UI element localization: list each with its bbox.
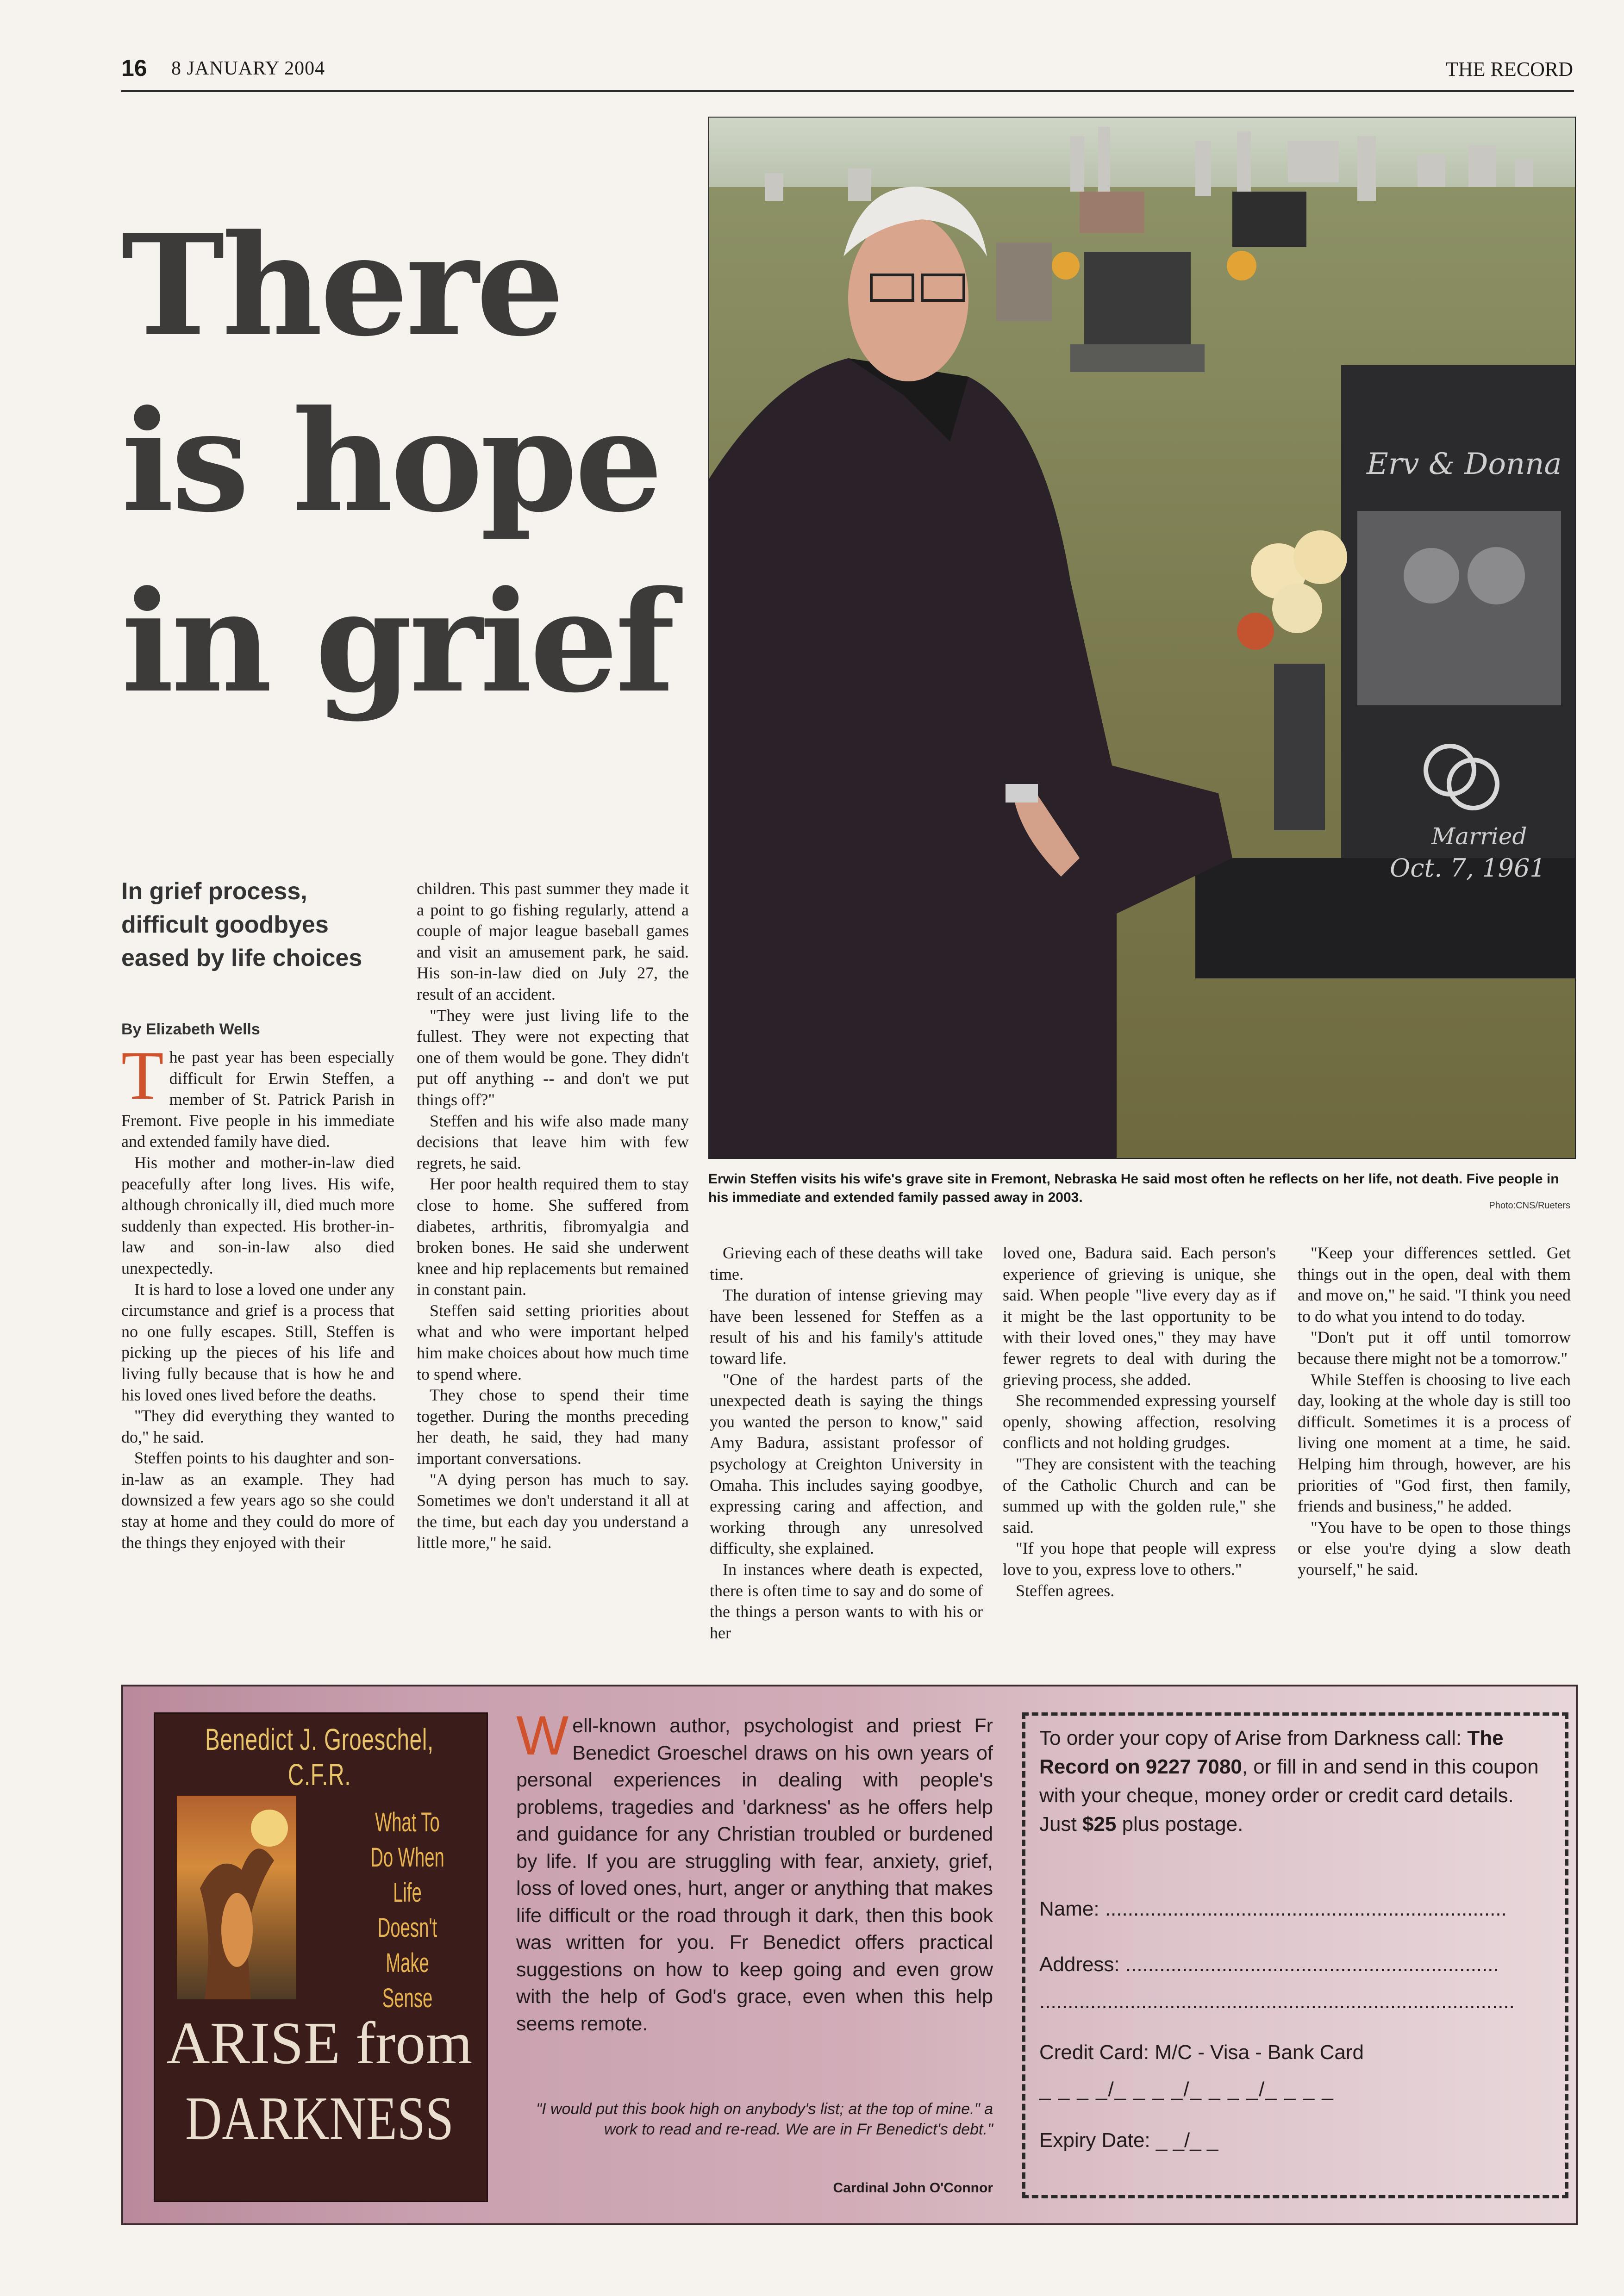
headline-line-3: in grief — [121, 560, 673, 723]
article-paragraph: It is hard to lose a loved one under any circumstance and grief is a process that no one fully escapes. Still, Steffen is picking up the pieces of his life and living fully because that is how he and his loved ones lived before the deaths. — [121, 1280, 394, 1404]
coupon-card-type: Credit Card: M/C - Visa - Bank Card — [1039, 2041, 1364, 2064]
article-paragraph: They chose to spend their time together. During the months preceding her death, he said, they had many important conversations. — [417, 1386, 689, 1468]
article-paragraph: Her poor health required them to stay close to home. She suffered from diabetes, arthritis, fibromyalgia and broken bones. He said she underwent knee and hip replacements but remained in constant pain. — [417, 1175, 689, 1299]
headline-line-2: is hope — [121, 380, 661, 543]
book-title-line-2: DARKNESS — [185, 2084, 454, 2153]
article-paragraph: loved one, Badura said. Each person's experience of grieving is unique, she said. When people "live every day as if it might be the last opportunity to be with their loved ones," they may have fewer regrets to deal with during the grieving process, she added. — [1003, 1244, 1276, 1389]
article-column-5 — [1298, 1243, 1571, 1580]
advert-quote-author: Cardinal John O'Connor — [833, 2180, 993, 2196]
dotted-line: .................................................................. — [1125, 1953, 1499, 1976]
publication-name: THE RECORD — [1446, 58, 1573, 81]
article-photo — [708, 117, 1576, 1159]
article-paragraph: While Steffen is choosing to live each day, looking at the whole day is still too difficult. Sometimes it is a process of living one moment at a time, he said. Helping him through, however, are his priorities of "God first, then family, friends and business," he added. — [1298, 1370, 1571, 1516]
advert-quote: "I would put this book high on anybody's list; at the top of mine." a work to read and re-read. We are in Fr Benedict's debt." — [536, 2100, 993, 2138]
page-number: 16 — [121, 55, 147, 81]
coupon-instructions: To order your copy of Arise from Darkness call: The Record on 9227 7080, or fill in and send in this coupon with your cheque, money order or credit card details. Just $25 plus postage. — [1039, 1727, 1539, 1836]
coupon-phone: The Record on 9227 7080 — [1039, 1727, 1504, 1778]
article-paragraph: The duration of intense grieving may have been lessened for Steffen as a result of his and his family's attitude toward life. — [710, 1286, 983, 1368]
article-paragraph: She recommended expressing yourself openly, showing affection, resolving conflicts and not holding grudges. — [1003, 1391, 1276, 1452]
subheadline: In grief process, difficult goodbyes eased by life choices — [121, 878, 362, 971]
coupon-name-field[interactable]: Name: ....................................................................... — [1039, 1898, 1507, 1920]
drop-cap: T — [121, 1037, 164, 1114]
article-column-1 — [121, 1037, 394, 1553]
article-paragraph: "If you hope that people will express love to you, express love to others." — [1003, 1539, 1276, 1579]
photo-credit: Photo:CNS/Rueters — [1489, 1201, 1570, 1211]
issue-date: 8 JANUARY 2004 — [171, 58, 325, 79]
article-paragraph: "They are consistent with the teaching of the Catholic Church and can be summed up with the golden rule," she said. — [1003, 1454, 1276, 1537]
photo-illustration — [709, 118, 1575, 1158]
article-paragraph: Steffen said setting priorities about what and who were important helped him make choices about how much time to spend where. — [417, 1301, 689, 1383]
article-column-3 — [710, 1243, 983, 1643]
dotted-line: ....................................................................... — [1105, 1898, 1507, 1920]
headstone-married: Married — [1431, 823, 1527, 850]
article-paragraph: children. This past summer they made it a point to go fishing regularly, attend a couple of major league baseball games and visit an amusement park, he said. His son-in-law died on July 27, the result of an accident. — [417, 879, 689, 1003]
article-paragraph: His mother and mother-in-law died peacefully after long lives. His wife, although chronically ill, died much more suddenly than expected. His brother-in-law and son-in-law also died unexpectedly. — [121, 1153, 394, 1277]
article-paragraph: Steffen agrees. — [1016, 1581, 1115, 1600]
article-paragraph: The past year has been especially difficult for Erwin Steffen, a member of St. Patrick Parish in Fremont. Five people in his immediate and extended family have died. — [121, 1037, 394, 1151]
coupon-address-line-2[interactable]: .................................................................................... — [1039, 1990, 1515, 2013]
advert-body: Well-known author, psychologist and priest Fr Benedict Groeschel draws on his own years of personal experiences in dealing with people's problems, tragedies and 'darkness' as he offers help and guidance for any Christian troubled or burdened by life. If you are struggling with fear, anxiety, grief, loss of loved ones, hurt, anger or anything that makes life difficult or the road through it dark, then this book was written for you. Fr Benedict offers practical suggestions on how to keep going and even grow with the help of God's grace, even when this help seems remote. — [516, 1705, 993, 2035]
coupon-card-number-field[interactable]: _ _ _ _/_ _ _ _/_ _ _ _/_ _ _ _ — [1039, 2078, 1334, 2101]
article-paragraph: Grieving each of these deaths will take time. — [710, 1244, 983, 1283]
headstone-date: Oct. 7, 1961 — [1390, 853, 1546, 883]
article-paragraph: "They were just living life to the fullest. They were not expecting that one of them would be gone. They didn't put off anything -- and don't we put things off?" — [417, 1006, 689, 1109]
article-paragraph: "You have to be open to those things or else you're dying a slow death yourself," he said. — [1298, 1518, 1571, 1579]
headstone — [1084, 252, 1191, 349]
book-author: Benedict J. Groeschel, C.F.R. — [205, 1722, 434, 1792]
tree-figure-illustration — [177, 1796, 296, 1999]
article-paragraph: "They did everything they wanted to do," he said. — [121, 1406, 394, 1446]
coupon-address-field[interactable]: Address: .................................................................. — [1039, 1953, 1499, 1976]
byline: By Elizabeth Wells — [121, 1020, 260, 1038]
article-paragraph: "Don't put it off until tomorrow because there might not be a tomorrow." — [1298, 1328, 1571, 1368]
book-subtitle: What To Do When Life Doesn't Make Sense — [370, 1807, 444, 2013]
article-paragraph: "Keep your differences settled. Get things out in the open, deal with them and move on," he said. "I think you need to do what you intend to do today. — [1298, 1244, 1571, 1325]
book-cover-art — [177, 1796, 296, 1999]
article-paragraph: In instances where death is expected, there is often time to say and do some of the things a person wants to with his or her — [710, 1560, 983, 1642]
coupon-expiry-field[interactable]: Expiry Date: _ _/_ _ — [1039, 2129, 1218, 2152]
article-paragraph: Steffen and his wife also made many decisions that leave him with few regrets, he said. — [417, 1111, 689, 1172]
advert-drop-cap: W — [516, 1705, 569, 1767]
face — [848, 215, 968, 381]
book-title-line-1: ARISE from — [166, 2010, 473, 2077]
photo-caption: Erwin Steffen visits his wife's grave site in Fremont, Nebraska He said most often he reflects on her life, not death. Five people in his immediate and extended family passed away in 2003. — [708, 1171, 1559, 1205]
article-column-4 — [1003, 1243, 1276, 1601]
headstone-names: Erv & Donna — [1367, 447, 1562, 481]
coupon-price: $25 — [1082, 1813, 1117, 1836]
article-paragraph: "One of the hardest parts of the unexpected death is saying the things you wanted the person to know," said Amy Badura, assistant professor of psychology at Creighton University in Omaha. This includes saying goodbye, expressing caring and affection, and working through any unresolved difficulty, she explained. — [710, 1370, 983, 1558]
header-rule — [121, 90, 1574, 92]
article-column-2 — [417, 878, 689, 1554]
headline-line-1: There — [121, 204, 562, 367]
article-paragraph: "A dying person has much to say. Sometimes we don't understand it all at the time, but each day you understand a little more," he said. — [417, 1470, 689, 1552]
article-paragraph: Steffen points to his daughter and son-in-law as an example. They had downsized a few years ago so she could stay at home and they could do more of the things they enjoyed with their — [121, 1449, 394, 1552]
